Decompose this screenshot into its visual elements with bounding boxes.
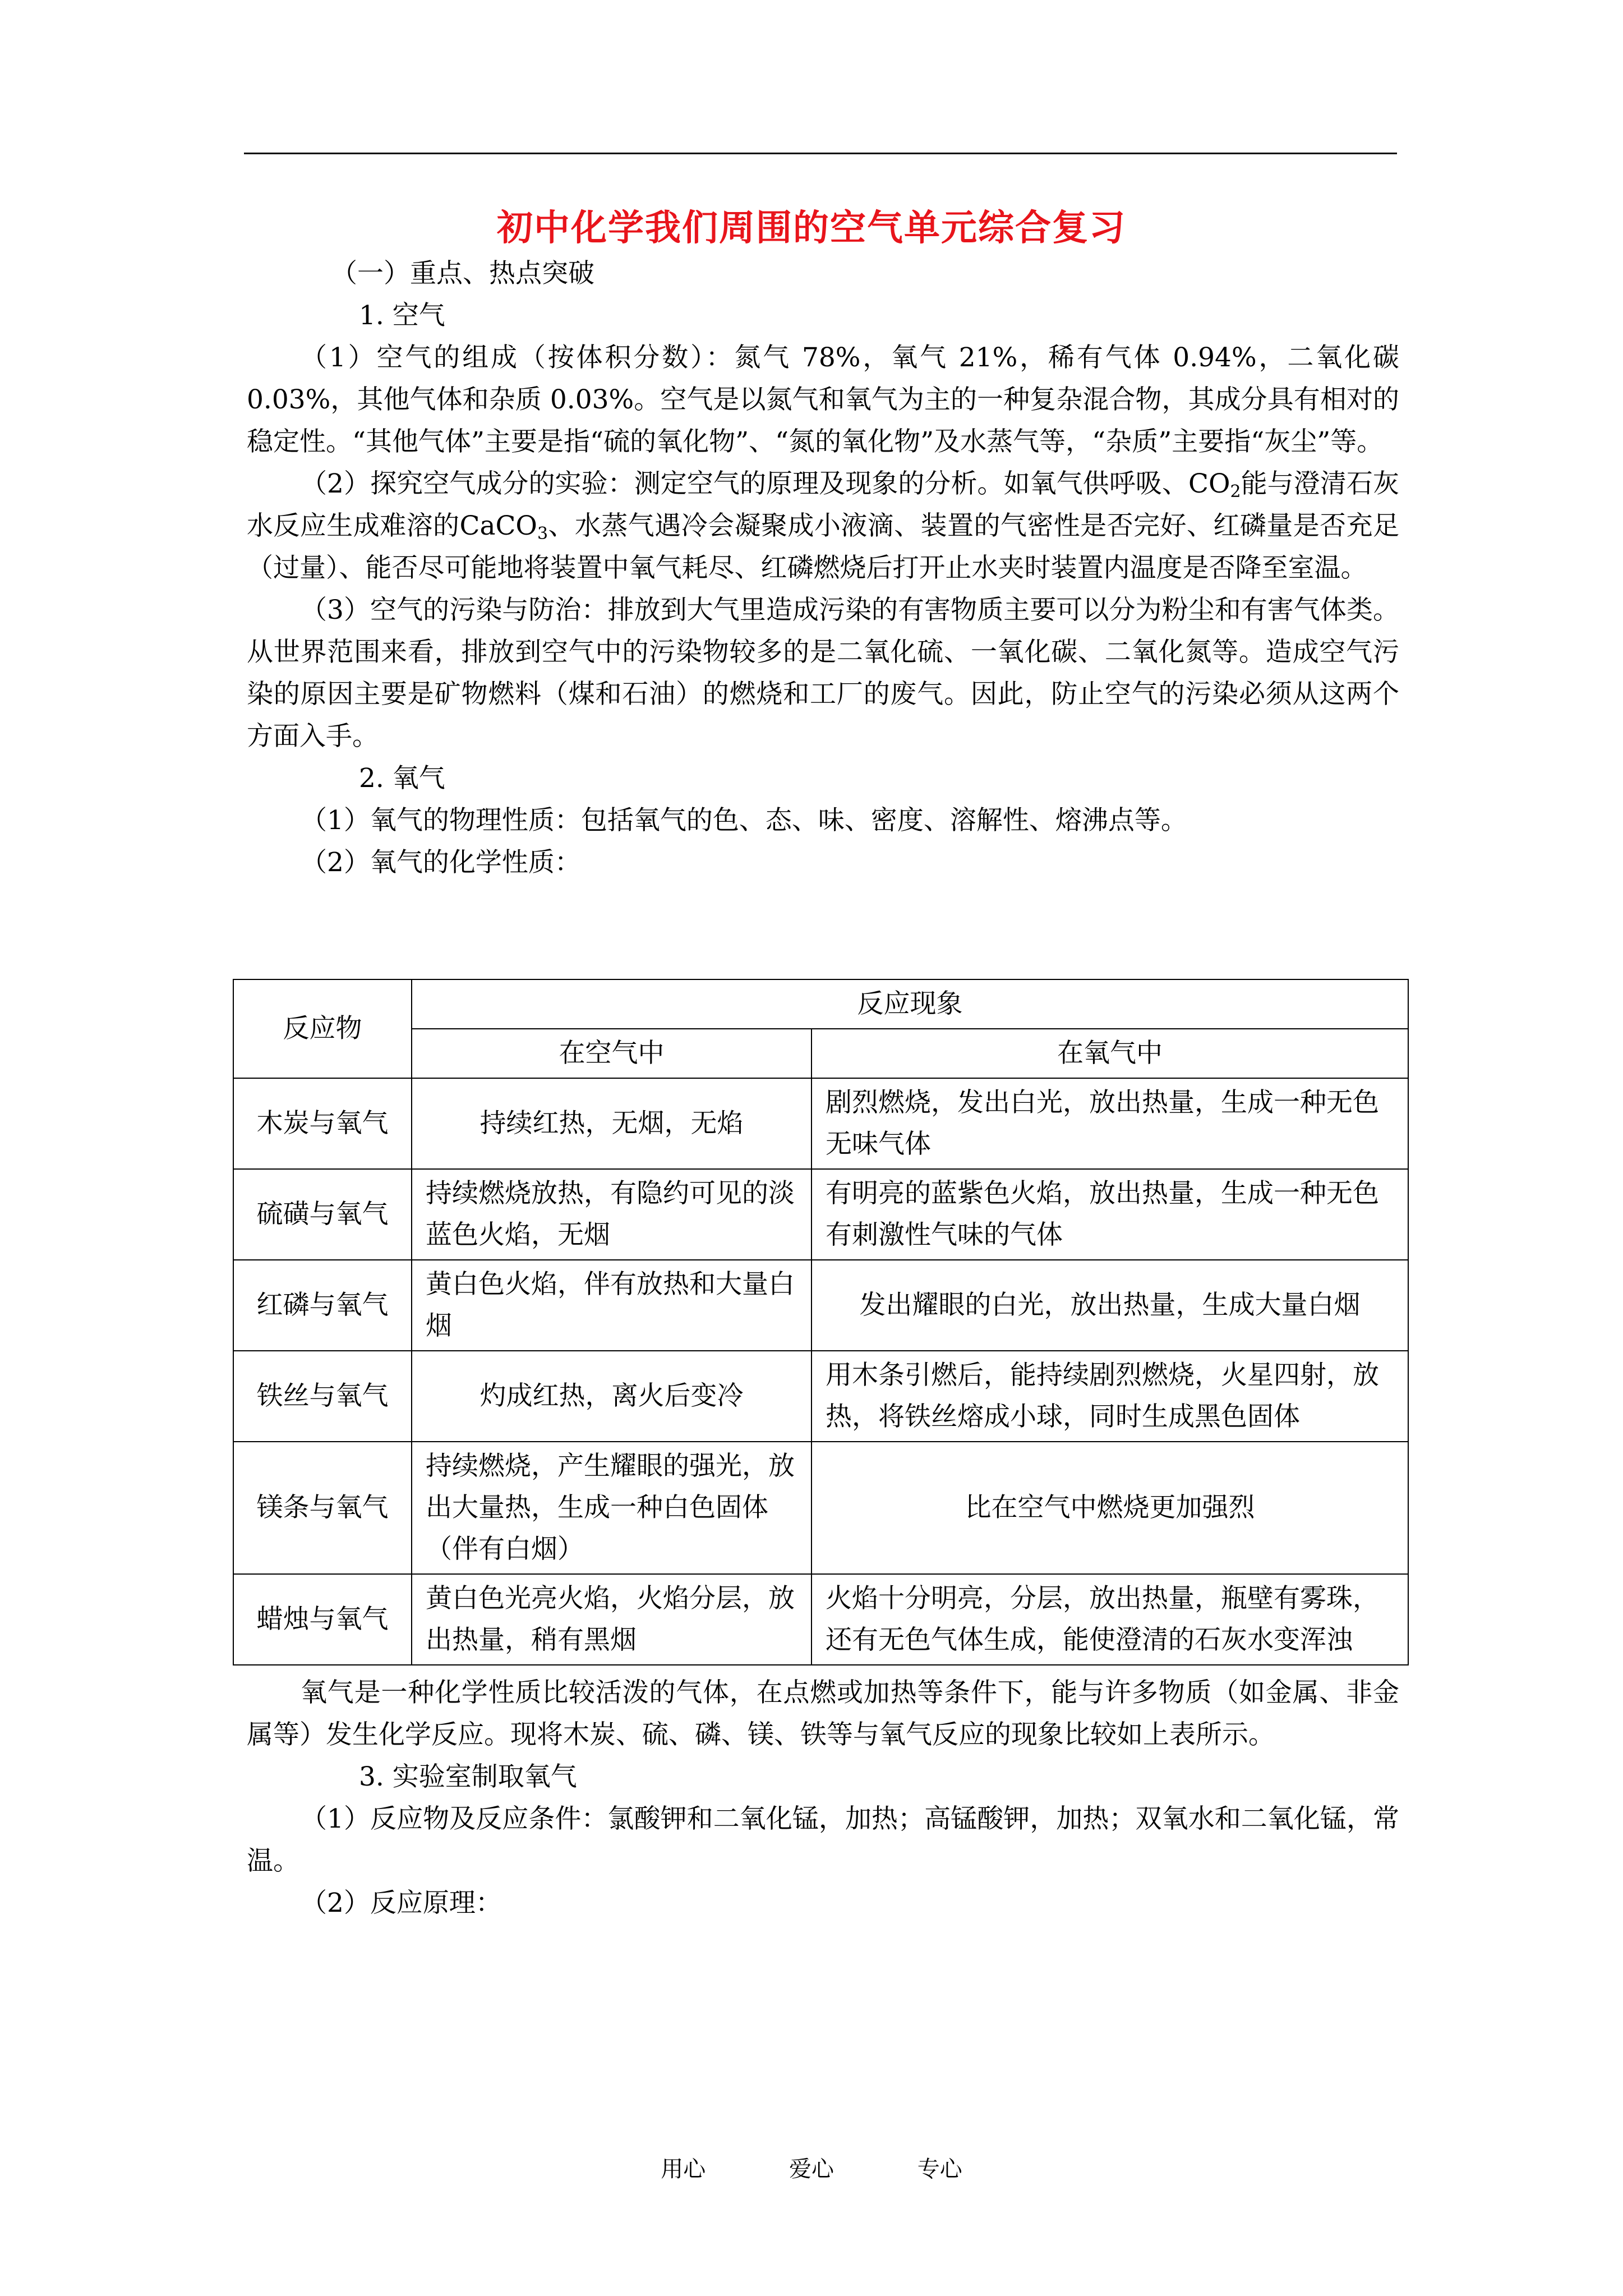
subsection-oxygen: 2. 氧气 (359, 763, 445, 794)
body-section-2 (247, 1672, 1399, 1924)
paragraph-air-pollution: （3）空气的污染与防治：排放到大气里造成污染的有害物质主要可以分为粉尘和有害气体类。从世界范围来看，排放到空气中的污染物较多的是二氧化硫、一氧化碳、二氧化氮等。造成空气污染的原因主要是矿物燃料（煤和石油）的燃烧和工厂的废气。因此，防止空气的污染必须从这两个方面入手。 (247, 595, 1399, 752)
table-row (233, 1442, 1408, 1574)
cell-reactant: 木炭与氧气 (233, 1078, 412, 1169)
cell-oxygen: 火焰十分明亮，分层，放出热量，瓶壁有雾珠，还有无色气体生成，能使澄清的石灰水变浑浊 (811, 1574, 1408, 1665)
header-phenomenon: 反应现象 (412, 979, 1408, 1029)
cell-reactant: 硫磺与氧气 (233, 1169, 412, 1260)
footer-word: 专心 (917, 2156, 962, 2182)
paragraph-air-composition: （1）空气的组成（按体积分数）：氮气 78%，氧气 21%，稀有气体 0.94%，二氧化碳 0.03%，其他气体和杂质 0.03%。空气是以氮气和氧气为主的一种复杂混合物，其成分具有相对的稳定性。“其他气体”主要是指“硫的氧化物”、“氮的氧化物”及水蒸气等，“杂质”主要指“灰尘”等。 (247, 342, 1399, 457)
cell-air: 持续燃烧放热，有隐约可见的淡蓝色火焰，无烟 (412, 1169, 811, 1260)
header-in-air: 在空气中 (412, 1029, 811, 1078)
cell-oxygen: 用木条引燃后，能持续剧烈燃烧，火星四射，放热，将铁丝熔成小球，同时生成黑色固体 (811, 1351, 1408, 1442)
paragraph-lab-reactants: （1）反应物及反应条件：氯酸钾和二氧化锰，加热；高锰酸钾，加热；双氧水和二氧化锰，常温。 (247, 1803, 1399, 1876)
table-row (233, 1169, 1408, 1260)
cell-oxygen: 比在空气中燃烧更加强烈 (811, 1442, 1408, 1574)
table-row (233, 1574, 1408, 1665)
page-footer (0, 2151, 1623, 2183)
footer-word: 用心 (661, 2156, 706, 2182)
header-rule (244, 153, 1397, 154)
table-header-row (233, 979, 1408, 1029)
table-row (233, 1351, 1408, 1442)
subsection-air: 1. 空气 (359, 300, 445, 331)
cell-air: 灼成红热，离火后变冷 (412, 1351, 811, 1442)
section-heading: （一）重点、热点突破 (331, 258, 594, 289)
paragraph-oxygen-physical: （1）氧气的物理性质：包括氧气的色、态、味、密度、溶解性、熔沸点等。 (301, 805, 1187, 836)
cell-reactant: 铁丝与氧气 (233, 1351, 412, 1442)
footer-word: 爱心 (789, 2156, 834, 2182)
table-row (233, 1260, 1408, 1351)
page-title: 初中化学我们周围的空气单元综合复习 (497, 207, 1126, 249)
cell-air: 黄白色光亮火焰，火焰分层，放出热量，稍有黑烟 (412, 1574, 811, 1665)
table-row (233, 1078, 1408, 1169)
reaction-table (233, 979, 1409, 1665)
cell-air: 黄白色火焰，伴有放热和大量白烟 (412, 1260, 811, 1351)
subsection-lab-oxygen: 3. 实验室制取氧气 (359, 1761, 577, 1792)
cell-reactant: 红磷与氧气 (233, 1260, 412, 1351)
cell-air: 持续红热，无烟，无焰 (412, 1078, 811, 1169)
paragraph-air-experiment: （2）探究空气成分的实验：测定空气的原理及现象的分析。如氧气供呼吸、$CO_2$能与澄清石灰水反应生成难溶的CaCO$_3$、水蒸气遇冷会凝聚成小液滴、装置的气密性是否完好、红磷量是否充足（过量）、能否尽可能地将装置中氧气耗尽、红磷燃烧后打开止水夹时装置内温度是否降至室温。 (247, 468, 1399, 583)
paragraph-oxygen-chemical: （2）氧气的化学性质： (301, 847, 581, 878)
paragraph-lab-principle: （2）反应原理： (301, 1888, 502, 1918)
paragraph-oxygen-summary: 氧气是一种化学性质比较活泼的气体，在点燃或加热等条件下，能与许多物质（如金属、非金属等）发生化学反应。现将木炭、硫、磷、镁、铁等与氧气反应的现象比较如上表所示。 (247, 1677, 1399, 1750)
cell-reactant: 镁条与氧气 (233, 1442, 412, 1574)
body-section-1 (247, 252, 1399, 884)
cell-oxygen: 发出耀眼的白光，放出热量，生成大量白烟 (811, 1260, 1408, 1351)
cell-oxygen: 有明亮的蓝紫色火焰，放出热量，生成一种无色有刺激性气味的气体 (811, 1169, 1408, 1260)
header-in-oxygen: 在氧气中 (811, 1029, 1408, 1078)
cell-reactant: 蜡烛与氧气 (233, 1574, 412, 1665)
header-reactant: 反应物 (233, 979, 412, 1078)
cell-oxygen: 剧烈燃烧，发出白光，放出热量，生成一种无色无味气体 (811, 1078, 1408, 1169)
cell-air: 持续燃烧，产生耀眼的强光，放出大量热，生成一种白色固体（伴有白烟） (412, 1442, 811, 1574)
